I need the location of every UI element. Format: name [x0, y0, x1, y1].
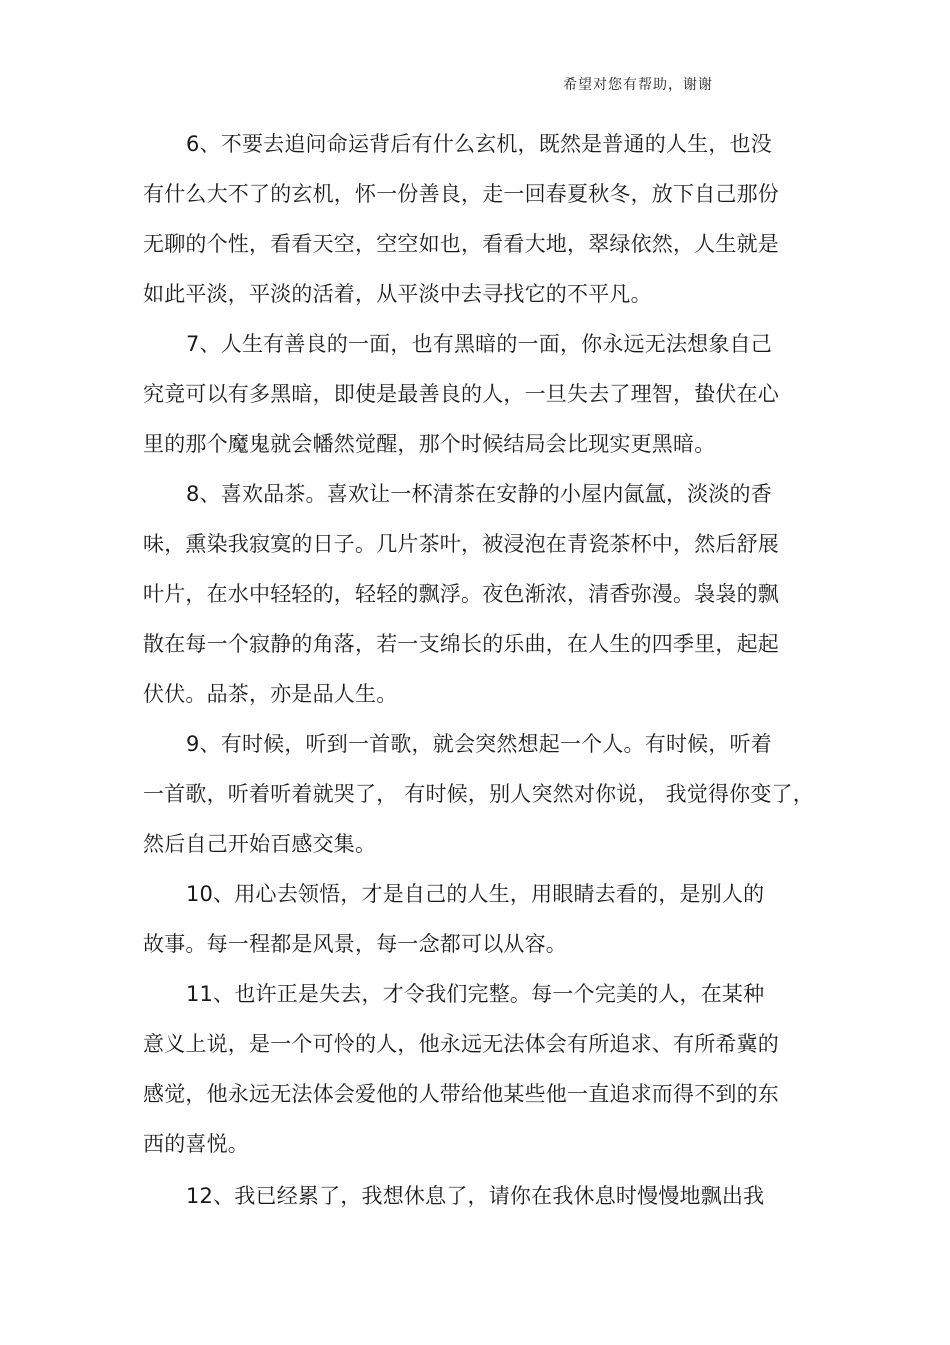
- paragraph-9-line-1: 9、有时候，听到一首歌，就会突然想起一个人。有时候，听着: [186, 732, 772, 756]
- paragraph-8-line-1: 8、喜欢品茶。喜欢让一杯清茶在安静的小屋内氤氲，淡淡的香: [186, 482, 772, 506]
- paragraph-8-line-5: 伏伏。品茶，亦是品人生。: [143, 682, 398, 706]
- paragraph-7-line-1: 7、人生有善良的一面，也有黑暗的一面，你永远无法想象自己: [186, 332, 772, 356]
- paragraph-7-line-3: 里的那个魔鬼就会幡然觉醒，那个时候结局会比现实更黑暗。: [143, 432, 716, 456]
- paragraph-8-line-4: 散在每一个寂静的角落，若一支绵长的乐曲，在人生的四季里，起起: [143, 632, 779, 656]
- paragraph-11-line-3: 感觉，他永远无法体会爱他的人带给他某些他一直追求而得不到的东: [143, 1082, 779, 1106]
- paragraph-11-line-2: 意义上说，是一个可怜的人，他永远无法体会有所追求、有所希冀的: [143, 1032, 779, 1056]
- header-note: 希望对您有帮助，谢谢: [563, 77, 713, 93]
- paragraph-6-line-1: 6、不要去追问命运背后有什么玄机，既然是普通的人生，也没: [186, 132, 772, 156]
- paragraph-11-line-1: 11、也许正是失去，才令我们完整。每一个完美的人，在某种: [186, 982, 765, 1006]
- paragraph-11-line-4: 西的喜悦。: [143, 1132, 249, 1156]
- paragraph-10-line-1: 10、用心去领悟，才是自己的人生，用眼睛去看的，是别人的: [186, 882, 765, 906]
- paragraph-9-line-3: 然后自己开始百感交集。: [143, 832, 377, 856]
- paragraph-12-line-1: 12、我已经累了，我想休息了，请你在我休息时慢慢地飘出我: [186, 1184, 765, 1208]
- paragraph-7-line-2: 究竟可以有多黑暗，即使是最善良的人，一旦失去了理智，蛰伏在心: [143, 382, 779, 406]
- paragraph-6-line-3: 无聊的个性，看看天空，空空如也，看看大地，翠绿依然，人生就是: [143, 232, 779, 256]
- paragraph-6-line-2: 有什么大不了的玄机，怀一份善良，走一回春夏秋冬，放下自己那份: [143, 182, 779, 206]
- paragraph-10-line-2: 故事。每一程都是风景，每一念都可以从容。: [143, 932, 567, 956]
- paragraph-8-line-2: 味，熏染我寂寞的日子。几片茶叶，被浸泡在青瓷茶杯中，然后舒展: [143, 532, 779, 556]
- paragraph-8-line-3: 叶片，在水中轻轻的，轻轻的飘浮。夜色渐浓，清香弥漫。袅袅的飘: [143, 582, 779, 606]
- paragraph-6-line-4: 如此平淡，平淡的活着，从平淡中去寻找它的不平凡。: [143, 282, 652, 306]
- paragraph-9-line-2: 一首歌，听着听着就哭了， 有时候，别人突然对你说， 我觉得你变了，: [143, 782, 814, 806]
